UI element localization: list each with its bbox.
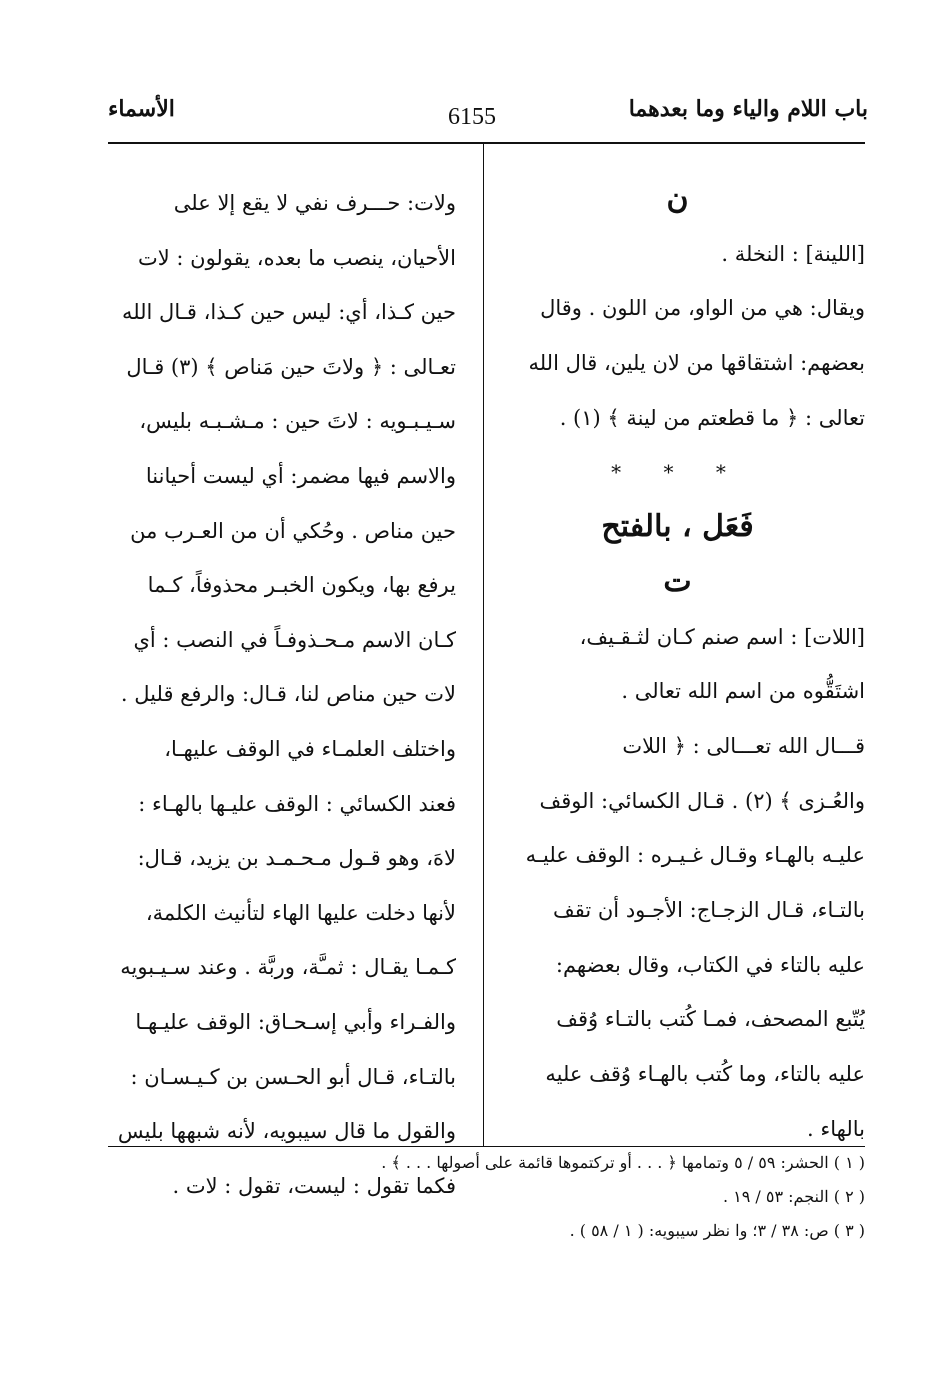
footnote-3: ( ٣ ) ص: ٣٨ / ٣؛ وا نظر سيبويه: ( ١ / ٥٨ ) .: [569, 1221, 865, 1240]
text-line: يرفع بها، ويكون الخبـر محذوفاً، كـما: [147, 573, 456, 598]
text-line: سـيـبـويه : لاتَ حين : مـشـبـه بليس،: [139, 409, 456, 434]
text-line: فعند الكسائي : الوقف عليـها بالهـاء :: [138, 791, 456, 816]
column-divider: [483, 143, 484, 1146]
right-column: [490, 172, 865, 1156]
text-line: تعالى : ﴿ ما قطعتم من لينة ﴾ (١) .: [559, 405, 865, 430]
page-number: 6155: [448, 104, 496, 130]
chapter-title: باب اللام والياء وما بعدهما: [628, 96, 868, 122]
text-line: قـــال الله تعـــالى : ﴿ اللات: [622, 733, 865, 758]
text-line: بالتـاء، قـال الزجـاج: الأجـود أن تقف: [553, 897, 865, 922]
text-line: كـمـا يقـال : ثمـَّة، وربَّة . وعند سـيـبويه: [120, 955, 456, 980]
text-line: عليه بالتاء في الكتاب، وقال بعضهم:: [555, 952, 865, 977]
text-line: حين كـذا، أي: ليس حين كـذا، قـال الله: [121, 300, 456, 325]
text-line: حين مناص . وحُكي أن من العـرب من: [130, 518, 456, 543]
text-line: والفـراء وأبي إسـحـاق: الوقف عليـهـا: [135, 1009, 456, 1034]
text-line: واختلف العلمـاء في الوقف عليهـا،: [164, 736, 456, 761]
text-line: بالتـاء، قـال أبو الحـسن بن كـيـسـان :: [130, 1064, 456, 1089]
text-line: عليه بالتاء، وما كُتب بالهـاء وُقف عليه: [545, 1062, 865, 1086]
text-line: ولات: حـــرف نفي لا يقع إلا على: [173, 191, 456, 215]
left-column: [103, 176, 456, 1213]
footnote-2: ( ٢ ) النجم: ٥٣ / ١٩ .: [722, 1187, 865, 1206]
text-line: لاهَ، وهو قـول مـحـمـد بن يزيد، قـال:: [137, 846, 456, 871]
section-title: الأسماء: [108, 96, 175, 122]
text-line: تعـالى : ﴿ ولاتَ حين مَناص ﴾ (٣) قـال: [126, 354, 456, 379]
text-line: والقول ما قال سيبويه، لأنه شبهها بليس: [117, 1119, 456, 1144]
text-line: عليـه بالهـاء وقـال غـيـره : الوقف عليـه: [525, 843, 865, 868]
text-line: اشتَقُّوه من اسم الله تعالى .: [621, 679, 865, 704]
header-rule: [108, 142, 865, 144]
footnote-1: ( ١ ) الحشر: ٥٩ / ٥ وتمامها ﴿ . . . أو تركتموها قائمة على أصولها . . . ﴾ .: [381, 1153, 865, 1172]
text-line: الأحيان، ينصب ما بعده، يقولون : لات: [137, 245, 456, 270]
text-line: فكما تقول : ليست، تقول : لات .: [172, 1173, 456, 1198]
text-line: والاسم فيها مضمر: أي ليست أحياننا: [145, 463, 456, 488]
text-line: لات حين مناص لنا، قـال: والرفع قليل .: [120, 682, 456, 707]
text-line: [اللينة] : النخلة .: [721, 241, 865, 266]
footnotes: [108, 1146, 865, 1248]
letter-heading-taa: ت: [663, 563, 692, 599]
text-line: والعُـزى ﴾ (٢) . قـال الكسائي: الوقف: [539, 788, 865, 813]
text-line: كـان الاسم مـحـذوفـاً في النصب : أي: [133, 627, 456, 652]
text-line: [اللات] : اسم صنم كـان لثـقـيف،: [579, 624, 865, 649]
text-line: بعضهم: اشتقاقها من لان يلين، قال الله: [528, 351, 865, 376]
text-line: يُتّبع المصحف، فمـا كُتب بالتـاء وُقف: [556, 1007, 865, 1032]
pattern-heading: فَعَل ، بالفتح: [601, 509, 754, 545]
text-line: بالهاء .: [807, 1116, 865, 1141]
letter-heading-noon: ن: [666, 181, 689, 216]
section-stars: * * *: [611, 460, 744, 485]
text-line: ويقال: هي من الواو، من اللون . وقال: [540, 296, 865, 321]
text-line: لأنها دخلت عليها الهاء لتأنيث الكلمة،: [145, 900, 456, 925]
